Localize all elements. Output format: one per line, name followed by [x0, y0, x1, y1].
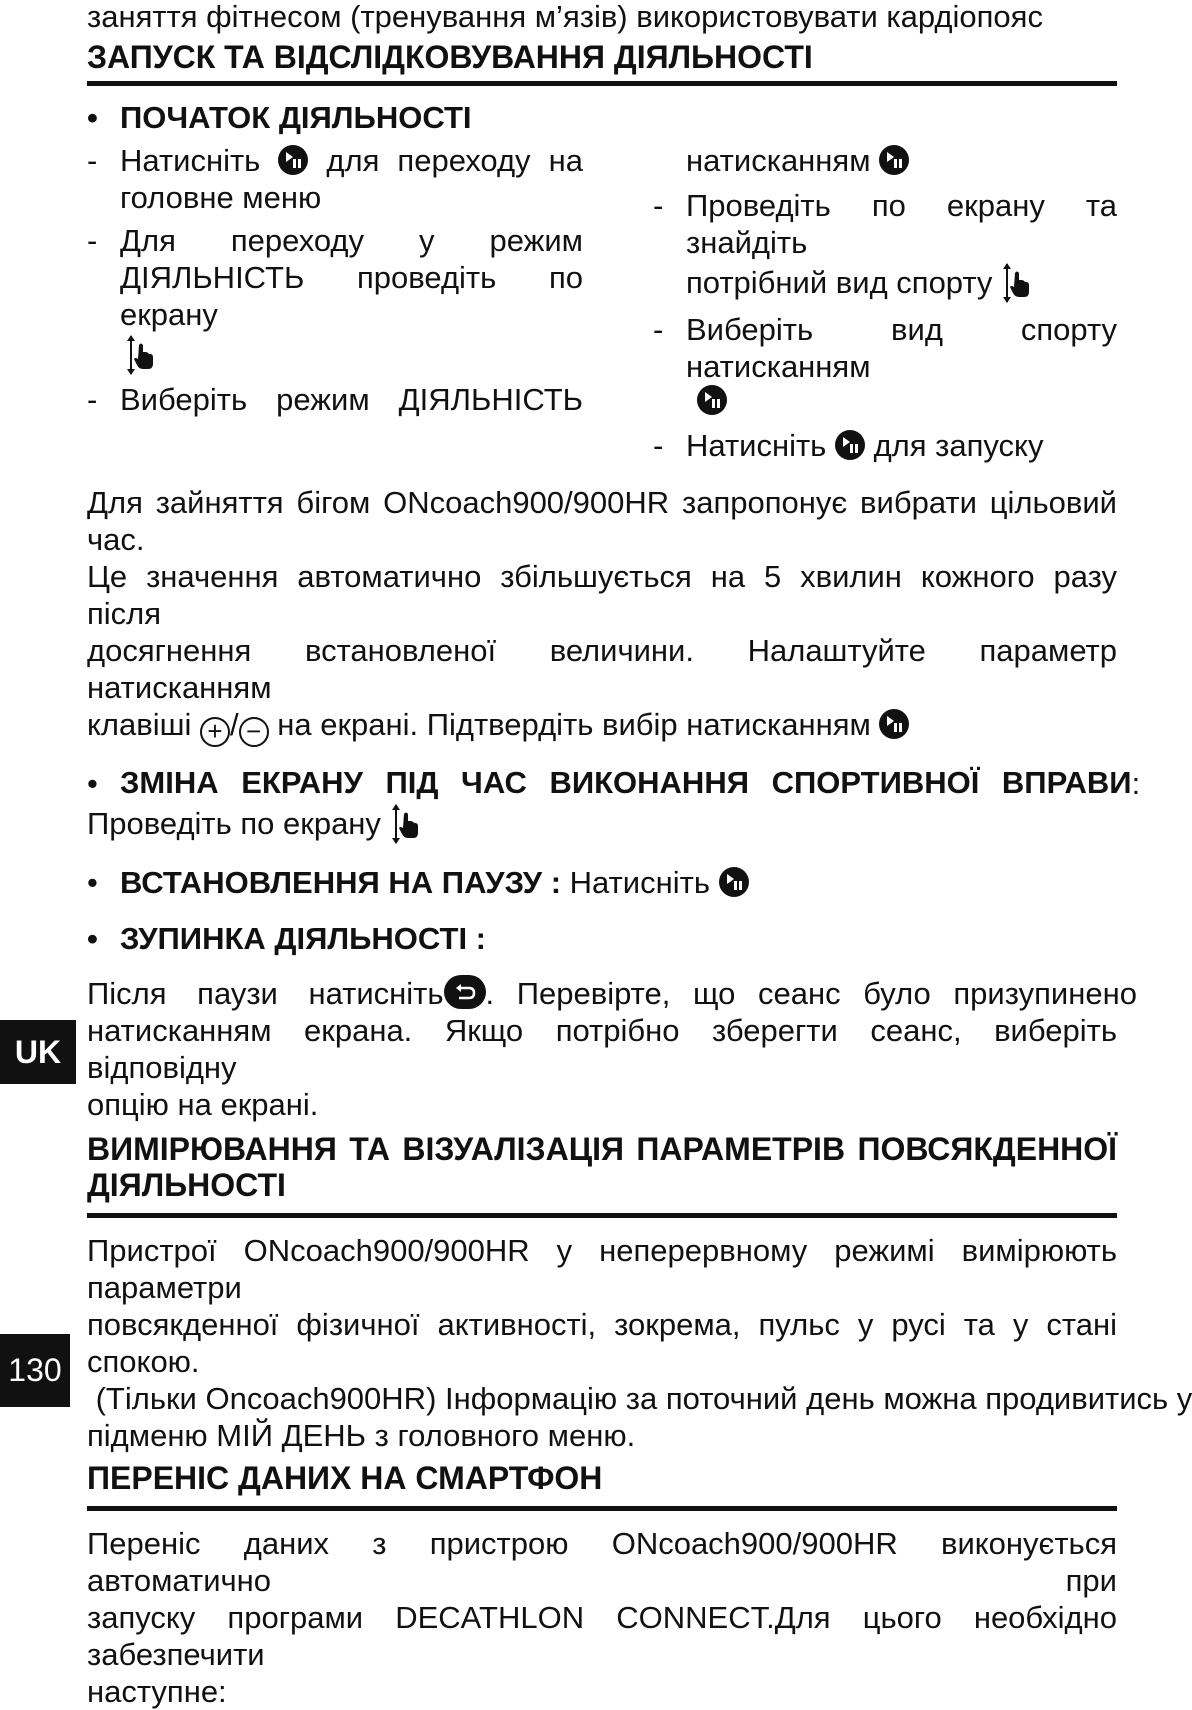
after-line-3: опцію на екрані.: [87, 1087, 319, 1122]
play-pause-icon: [697, 385, 727, 415]
slash: /: [229, 707, 239, 742]
target-line-1: Для зайняття бігом ONcoach900/900HR запропонує вибрати цільовий час.: [87, 485, 1117, 557]
section2-line-2: повсякденної фізичної активності, зокрема, пульс у русі та у стані спокою.: [87, 1307, 1117, 1379]
section3-heading: ПЕРЕНІС ДАНИХ НА СМАРТФОН: [87, 1460, 603, 1496]
swipe-vertical-icon: [125, 333, 155, 377]
pause-title: ВСТАНОВЛЕННЯ НА ПАУЗУ :: [120, 865, 562, 900]
section1-heading: ЗАПУСК ТА ВІДСЛІДКОВУВАННЯ ДІЯЛЬНОСТІ: [87, 39, 813, 75]
change-screen-title: [87, 765, 1141, 802]
minus-icon: −: [239, 717, 269, 747]
target-text-a: клавіші: [87, 707, 192, 742]
section2-heading-line-2: ДІЯЛЬНОСТІ: [87, 1167, 286, 1203]
step4-cont-text: потрібний вид спорту: [686, 265, 993, 300]
target-line-2: Це значення автоматично збільшується на 5 хвилин кожного разу після: [87, 559, 1117, 631]
after-text-b: . Перевірте, що сеанс було призупинено: [485, 976, 1137, 1011]
change-screen-text: [87, 802, 1117, 846]
step6: [653, 427, 1117, 464]
step1-cont: головне меню: [120, 180, 322, 215]
page-content: [87, 0, 1192, 1710]
target-line-4: [87, 706, 1117, 747]
top-line: заняття фітнесом (тренування м’язів) використовувати кардіопояс: [87, 0, 1043, 34]
pause-text: Натисніть: [569, 865, 710, 900]
step1: [87, 142, 583, 179]
section2-line-3: (Тільки Oncoach900HR) Інформацію за поточний день можна продивитись у: [87, 1381, 1192, 1416]
target-line-3: досягнення встановленої величини. Налаштуйте параметр натисканням: [87, 633, 1117, 705]
back-icon: [444, 975, 486, 1009]
section2-line-1: Пристрої ONcoach900/900HR у неперервному режимі вимірюють параметри: [87, 1233, 1117, 1305]
change-title-text: • ЗМІНА ЕКРАНУ ПІД ЧАС ВИКОНАННЯ СПОРТИВНОЇ ВПРАВИ: [120, 765, 1132, 800]
step6-text-b: для запуску: [873, 428, 1044, 463]
start-right-column: [653, 142, 1117, 464]
after-line-2: натисканням екрана. Якщо потрібно зберегти сеанс, виберіть відповідну: [87, 1013, 1117, 1085]
section3-paragraph: [87, 1525, 1117, 1710]
target-paragraph: [87, 484, 1117, 747]
section2-line-4: підменю МІЙ ДЕНЬ з головного меню.: [87, 1418, 636, 1453]
start-left-column: [87, 142, 583, 464]
section2-rule: [87, 1213, 1117, 1218]
swipe-row: [87, 333, 583, 377]
section3-line-2: запуску програми DECATHLON CONNECT.Для цього необхідно забезпечити: [87, 1600, 1117, 1672]
play-pause-icon: [835, 430, 865, 460]
play-pause-icon: [719, 867, 749, 897]
step2-cont: ДІЯЛЬНІСТЬ проведіть по екрану: [120, 260, 583, 332]
step1-text-a: Натисніть: [120, 143, 261, 178]
language-tab: UK: [0, 1020, 76, 1084]
start-steps: [87, 142, 1117, 464]
section2-heading-line-1: ВИМІРЮВАННЯ ТА ВІЗУАЛІЗАЦІЯ ПАРАМЕТРІВ ПОВСЯКДЕННОЇ: [87, 1131, 1117, 1167]
after-paragraph: [87, 975, 1137, 1123]
pause-item: [87, 864, 1117, 901]
step2: - Для переходу у режим: [87, 222, 583, 259]
play-pause-icon: [879, 145, 909, 175]
section3-line-3: наступне:: [87, 1674, 227, 1709]
plus-icon: +: [200, 717, 230, 747]
start-title: • ПОЧАТОК ДІЯЛЬНОСТІ: [87, 100, 1117, 136]
target-text-c: на екрані. Підтвердіть вибір натисканням: [277, 707, 871, 742]
section3-line-1: Переніс даних з пристрою ONcoach900/900HR виконується автоматично при: [87, 1526, 1117, 1598]
change-colon: :: [1131, 766, 1141, 801]
swipe-vertical-icon: [390, 802, 420, 846]
step1-text-b: для переходу на: [326, 143, 583, 178]
play-pause-icon: [879, 709, 909, 739]
swipe-vertical-icon: [1001, 261, 1031, 305]
step4: - Проведіть по екрану та знайдіть: [653, 187, 1117, 261]
change-text: Проведіть по екрану: [87, 806, 381, 841]
after-text-a: Після паузи натисніть: [87, 976, 444, 1011]
section2-paragraph: [87, 1232, 1192, 1454]
step3: - Виберіть режим ДІЯЛЬНІСТЬ: [87, 381, 583, 418]
step3-cont: [653, 142, 1117, 179]
section1-rule: [87, 81, 1117, 86]
after-line-1: [87, 975, 1137, 1012]
stop-title: • ЗУПИНКА ДІЯЛЬНОСТІ :: [87, 921, 1117, 957]
step6-text-a: Натисніть: [686, 428, 827, 463]
page-number: 130: [0, 1334, 70, 1407]
section3-rule: [87, 1506, 1117, 1511]
step4-cont: [653, 261, 1117, 305]
step3-cont-text: натисканням: [686, 143, 871, 178]
step5: - Виберіть вид спорту натисканням: [653, 311, 1117, 385]
play-pause-icon: [278, 145, 308, 175]
step5-icon-row: [653, 385, 1117, 421]
